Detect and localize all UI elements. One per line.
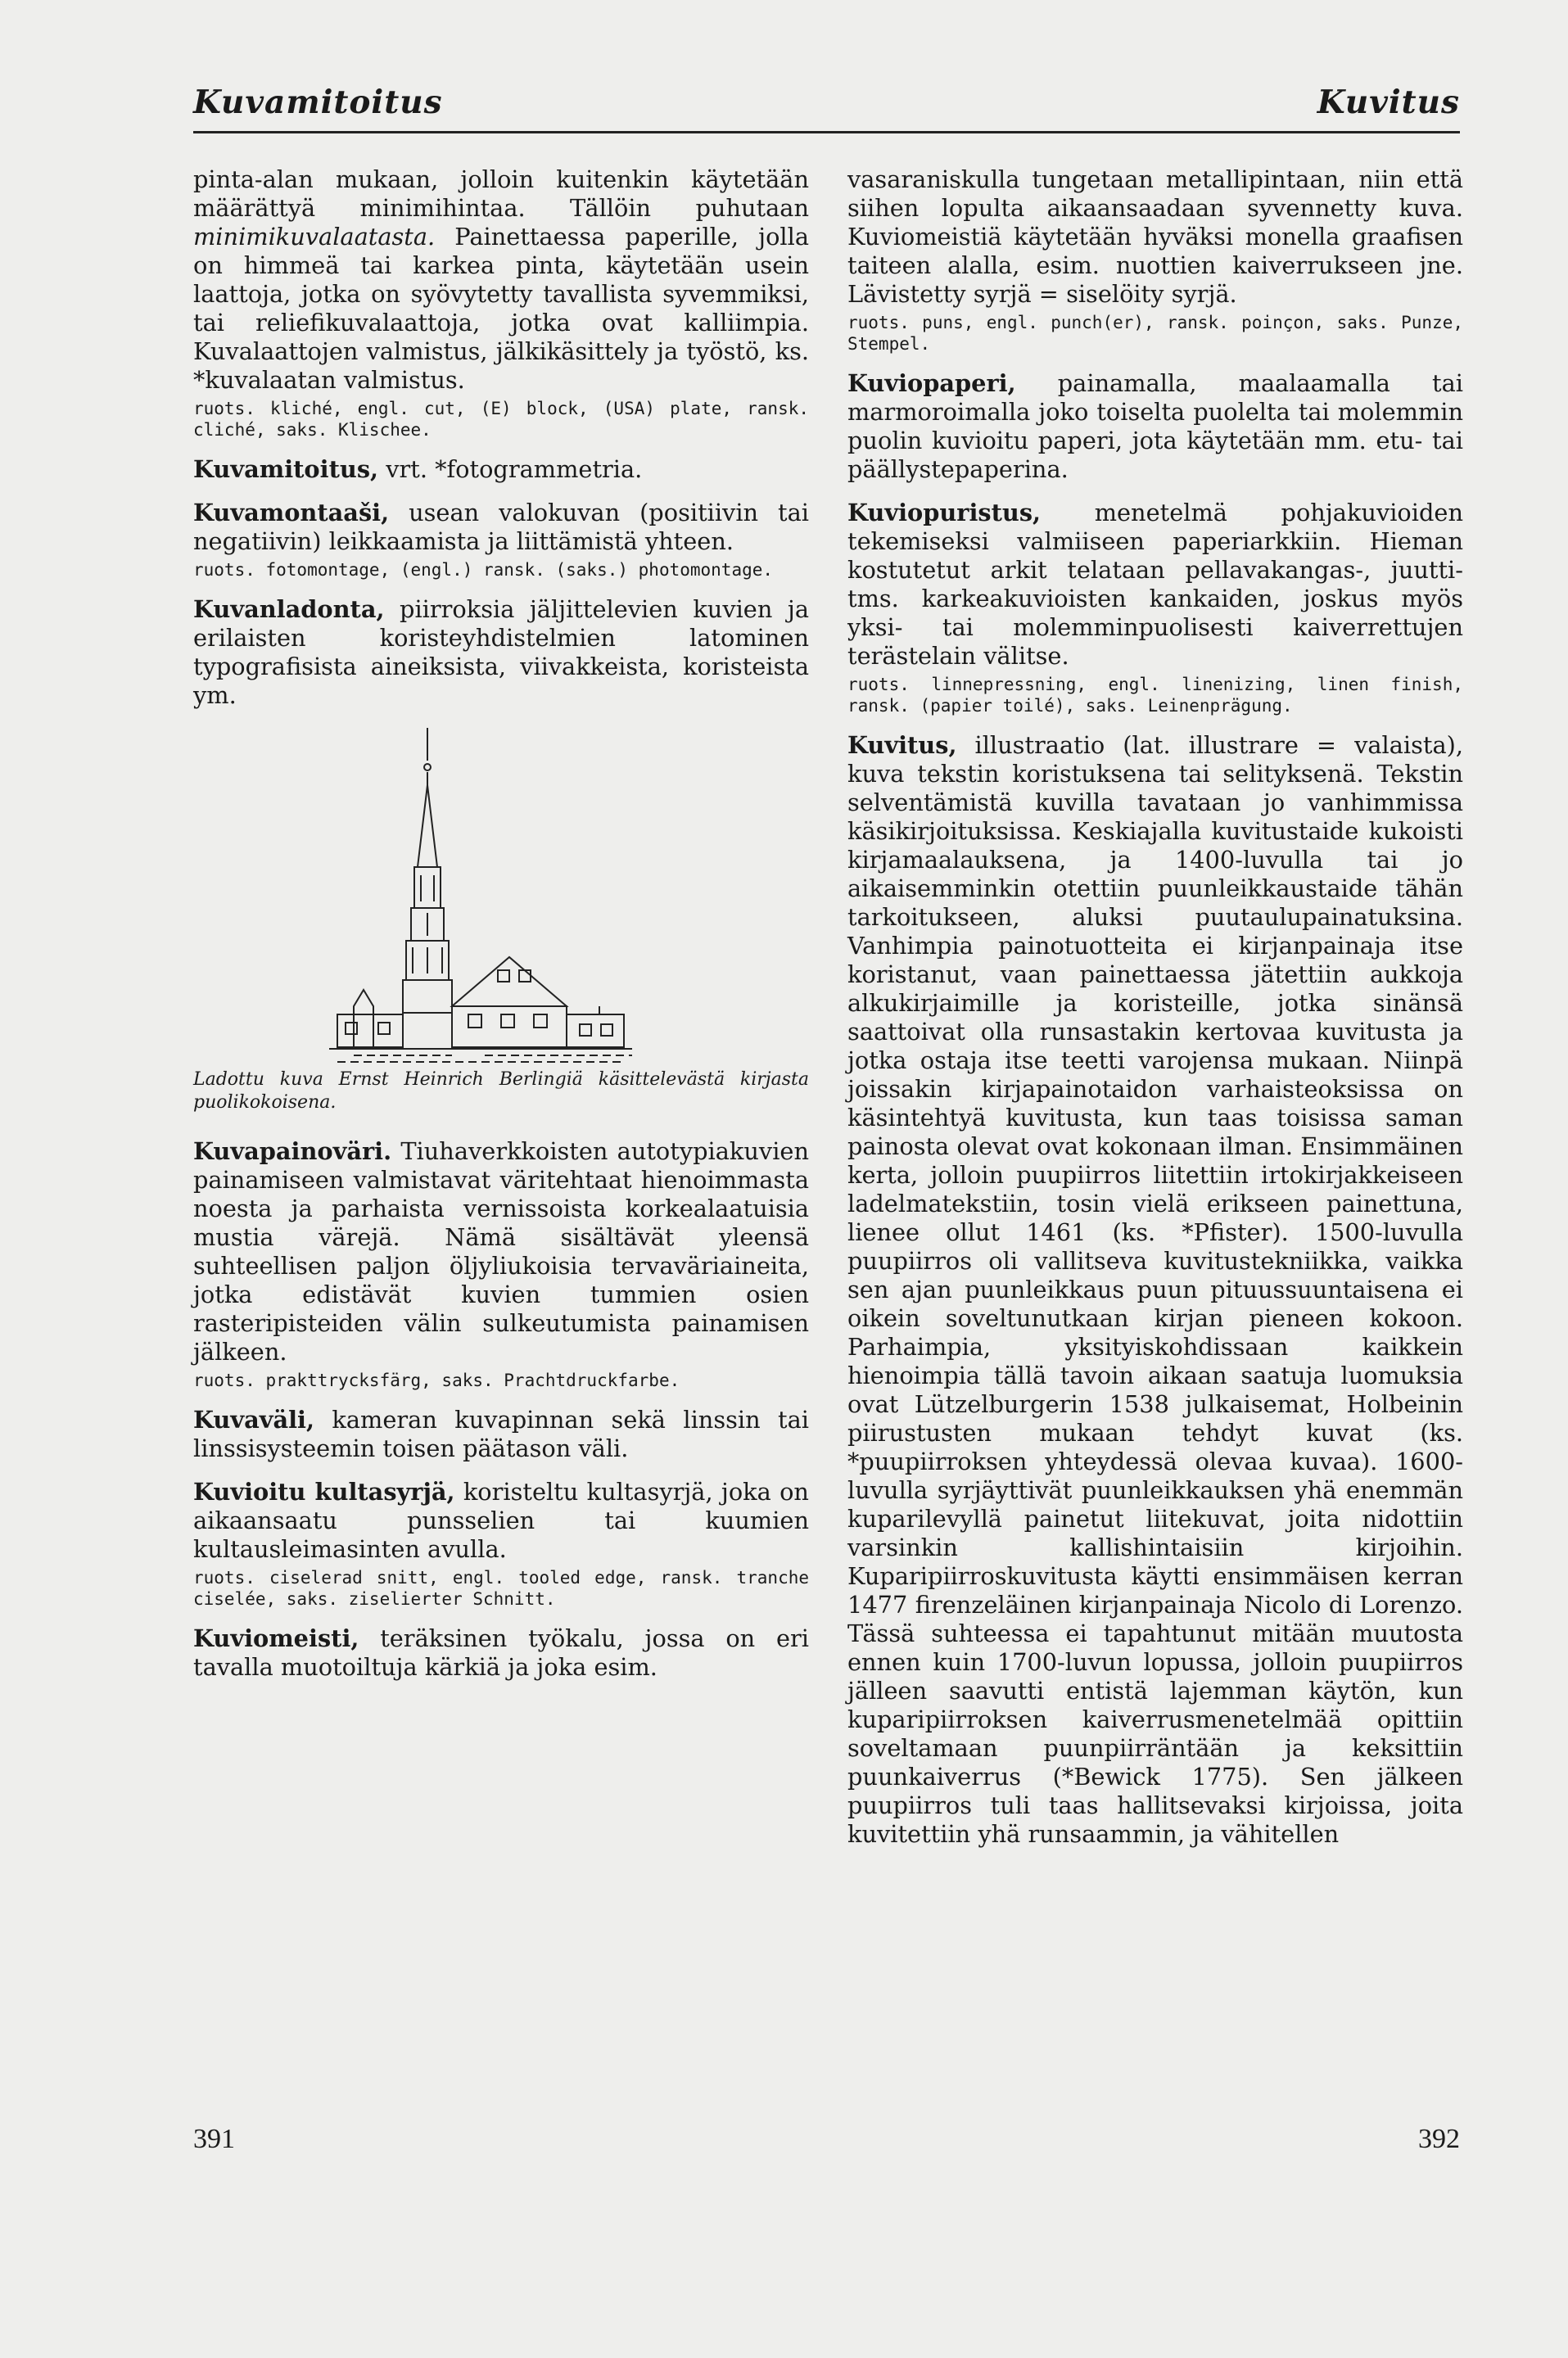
church-figure-image: [305, 728, 698, 1064]
entry-text: pinta-alan mukaan, jolloin kuitenkin käytetään määrättyä minimihintaa. Tällöin puhutaan minimikuvalaatasta. Painettaessa paperille, jolla on himmeä tai karkea pinta, käytetään usein laattoja, jotka on syövytetty tavallista syvemmiksi, tai reliefikuvalaattoja, jotka ovat kalliimpia. Kuvalaattojen valmistus, jälkikäsittely ja työstö, ks. *kuvalaatan valmistus.: [193, 165, 809, 394]
translations: ruots. prakttrycksfärg, saks. Prachtdruckfarbe.: [193, 1371, 680, 1390]
entry-headword: Kuvaväli,: [193, 1406, 315, 1434]
entry-continuation: [193, 165, 809, 440]
entry-kuviopaperi: Kuviopaperi, painamalla, maalaamalla tai marmoroimalla joko toiselta puolelta tai molemmin puolin kuvioitu paperi, jota käytetään mm. etu- tai päällystepaperina.: [847, 369, 1463, 483]
entry-headword: Kuvamontaaši,: [193, 499, 390, 526]
translations: ruots. puns, engl. punch(er), ransk. poinçon, saks. Punze, Stempel.: [847, 313, 1463, 354]
entry-kuviomeisti: Kuviomeisti, teräksinen työkalu, jossa on eri tavalla muotoiltuja kärkiä ja joka esim.: [193, 1624, 809, 1681]
translations: ruots. linnepressning, engl. linenizing, linen finish, ransk. (papier toilé), saks. Leinenprägung.: [847, 675, 1463, 716]
entry-headword: Kuviomeisti,: [193, 1624, 359, 1652]
entry-kuvamontaasi: Kuvamontaaši, usean valokuvan (positiivin tai negatiivin) leikkaamista ja liittämistä yhteen. ruots. fotomontage, (engl.) ransk. (saks.) photomontage.: [193, 499, 809, 580]
entry-headword: Kuvitus,: [847, 731, 957, 759]
header-right-title: Kuvitus: [1317, 84, 1460, 121]
entry-kuvanladonta: Kuvanladonta, piirroksia jäljittelevien kuvien ja erilaisten koristeyhdistelmien latominen typografisista aineiksista, viivakkeista, koristeista ym.: [193, 595, 809, 709]
running-header: [193, 82, 1460, 133]
entry-kuviopuristus: Kuviopuristus, menetelmä pohjakuvioiden tekemiseksi valmiiseen paperiarkkiin. Hieman kostutetut arkit telataan pellavakangas-, juutti- tms. karkeakuvioisten kankaiden, joskus myös yksi- tai molemminpuolisesti kaiverrettujen terästelain välitse. ruots. linnepressning, engl. linenizing, linen finish, ransk. (papier toilé), saks. Leinenprägung.: [847, 499, 1463, 716]
entry-continuation: [847, 165, 1463, 355]
entry-headword: Kuvapainoväri.: [193, 1137, 392, 1165]
entry-kuvapainovari: Kuvapainoväri. Tiuhaverkkoisten autotypiakuvien painamiseen valmistavat väritehtaat hienoimmasta noesta ja parhaista vernissoista korkealaatuisia mustia värejä. Nämä sisältävät yleensä suhteellisen paljon öljyliukoisia tervaväriaineita, jotka edistävät kuvien tummien osien rasteripisteiden välin sulkeutumista painamisen jälkeen. ruots. prakttrycksfärg, saks. Prachtdruckfarbe.: [193, 1137, 809, 1390]
entry-kuvitus: Kuvitus, illustraatio (lat. illustrare = valaista), kuva tekstin koristuksena tai selityksenä. Tekstin selventämistä kuvilla tavataan jo vanhimmissa käsikirjoituksissa. Keskiajalla kuvitustaide kukoisti kirjamaalauksena, ja 1400-luvulla tai jo aikaisemminkin otettiin puunleikkaustaide tähän tarkoitukseen, aluksi puutaulupainatuksina. Vanhimpia painotuotteita ei kirjanpainaja itse koristanut, vaan painettaessa jätettiin aukkoja alkukirjaimille ja koristeille, jotka sinänsä saattoivat olla runsastakin kertovaa kuvitusta ja jotka ostaja itse teetti varojensa mukaan. Niinpä joissakin kirjapainotaidon varhaisteoksissa on käsintehtyä kuvitusta, kun taas toisissa saman painosta olevat ovat kokonaan ilman. Ensimmäinen kerta, jolloin puupiirros liitettiin irtokirjakkeiseen ladelmatekstiin, tosin vielä erikseen painettuna, lienee ollut 1461 (ks. *Pfister). 1500-luvulla puupiirros oli vallitseva kuvitustekniikka, vaikka sen ajan puunleikkaus puun pituussuuntaisena ei oikein soveltunutkaan kirjan pieneen kokoon. Parhaimpia, yksityiskohdissaan kaikkein hienoimpia tällä tavoin aikaan saatuja luomuksia ovat Lützelburgerin 1538 julkaisemat, Holbeinin piirustusten mukaan tehdyt kuvat (ks. *puupiirroksen yhteydessä olevaa kuvaa). 1600-luvulla syrjäyttivät puunleikkauksen yhä enemmän kuparilevyllä painetut liitekuvat, joita nidottiin varsinkin kallishintaisiin kirjoihin. Kuparipiirroskuvitusta käytti ensimmäisen kerran 1477 firenzeläinen kirjanpainaja Nicolo di Lorenzo. Tässä suhteessa ei tapahtunut mitään muutosta ennen kuin 1700-luvun lopussa, jolloin puupiirros jälleen saavutti entistä lajemman käytön, kun kuparipiirroksen kaiverrusmenetelmää opittiin soveltamaan puunpiirräntään ja keksittiin puunkaiverrus (*Bewick 1775). Sen jälkeen puupiirros tuli taas hallitsevaksi kirjoissa, joita kuvitettiin yhä runsaammin, ja vähitellen: [847, 731, 1463, 1848]
translations: ruots. kliché, engl. cut, (E) block, (USA) plate, ransk. cliché, saks. Klischee.: [193, 399, 809, 440]
entry-kuvavali: Kuvaväli, kameran kuvapinnan sekä linssin tai linssisysteemin toisen päätason väli.: [193, 1406, 809, 1462]
entry-kuvamitoitus: Kuvamitoitus, vrt. *fotogrammetria.: [193, 455, 643, 483]
figure-caption: Ladottu kuva Ernst Heinrich Berlingiä käsittelevästä kirjasta puolikokoisena.: [193, 1069, 809, 1113]
entry-headword: Kuvanladonta,: [193, 595, 385, 623]
entry-headword: Kuvioitu kultasyrjä,: [193, 1478, 455, 1506]
entry-headword: Kuviopuristus,: [847, 499, 1042, 526]
entry-kuvioitu-kultasyrja: Kuvioitu kultasyrjä, koristeltu kultasyrjä, joka on aikaansaatu punsselien tai kuumien kultausleimasinten avulla. ruots. ciselerad snitt, engl. tooled edge, ransk. tranche ciselée, saks. ziselierter Schnitt.: [193, 1478, 809, 1609]
page-number-right: 392: [1418, 2124, 1460, 2154]
translations: ruots. fotomontage, (engl.) ransk. (saks.) photomontage.: [193, 560, 774, 580]
entry-headword: Kuviopaperi,: [847, 369, 1016, 397]
right-column: [847, 165, 1463, 1849]
entry-text: vasaraniskulla tungetaan metallipintaan, niin että siihen lopulta aikaansaadaan syvennetty kuva. Kuviomeistiä käytetään hyväksi monella graafisen taiteen alalla, esim. nuottien kaiverrukseen jne. Lävistetty syrjä = siselöity syrjä.: [847, 165, 1463, 308]
page-number-left: 391: [193, 2124, 235, 2154]
translations: ruots. ciselerad snitt, engl. tooled edge, ransk. tranche ciselée, saks. ziselierter Schnitt.: [193, 1568, 809, 1609]
left-column: [193, 165, 809, 1682]
typeset-church-illustration: [193, 728, 809, 1113]
header-left-title: Kuvamitoitus: [193, 84, 443, 121]
entry-headword: Kuvamitoitus,: [193, 455, 379, 483]
